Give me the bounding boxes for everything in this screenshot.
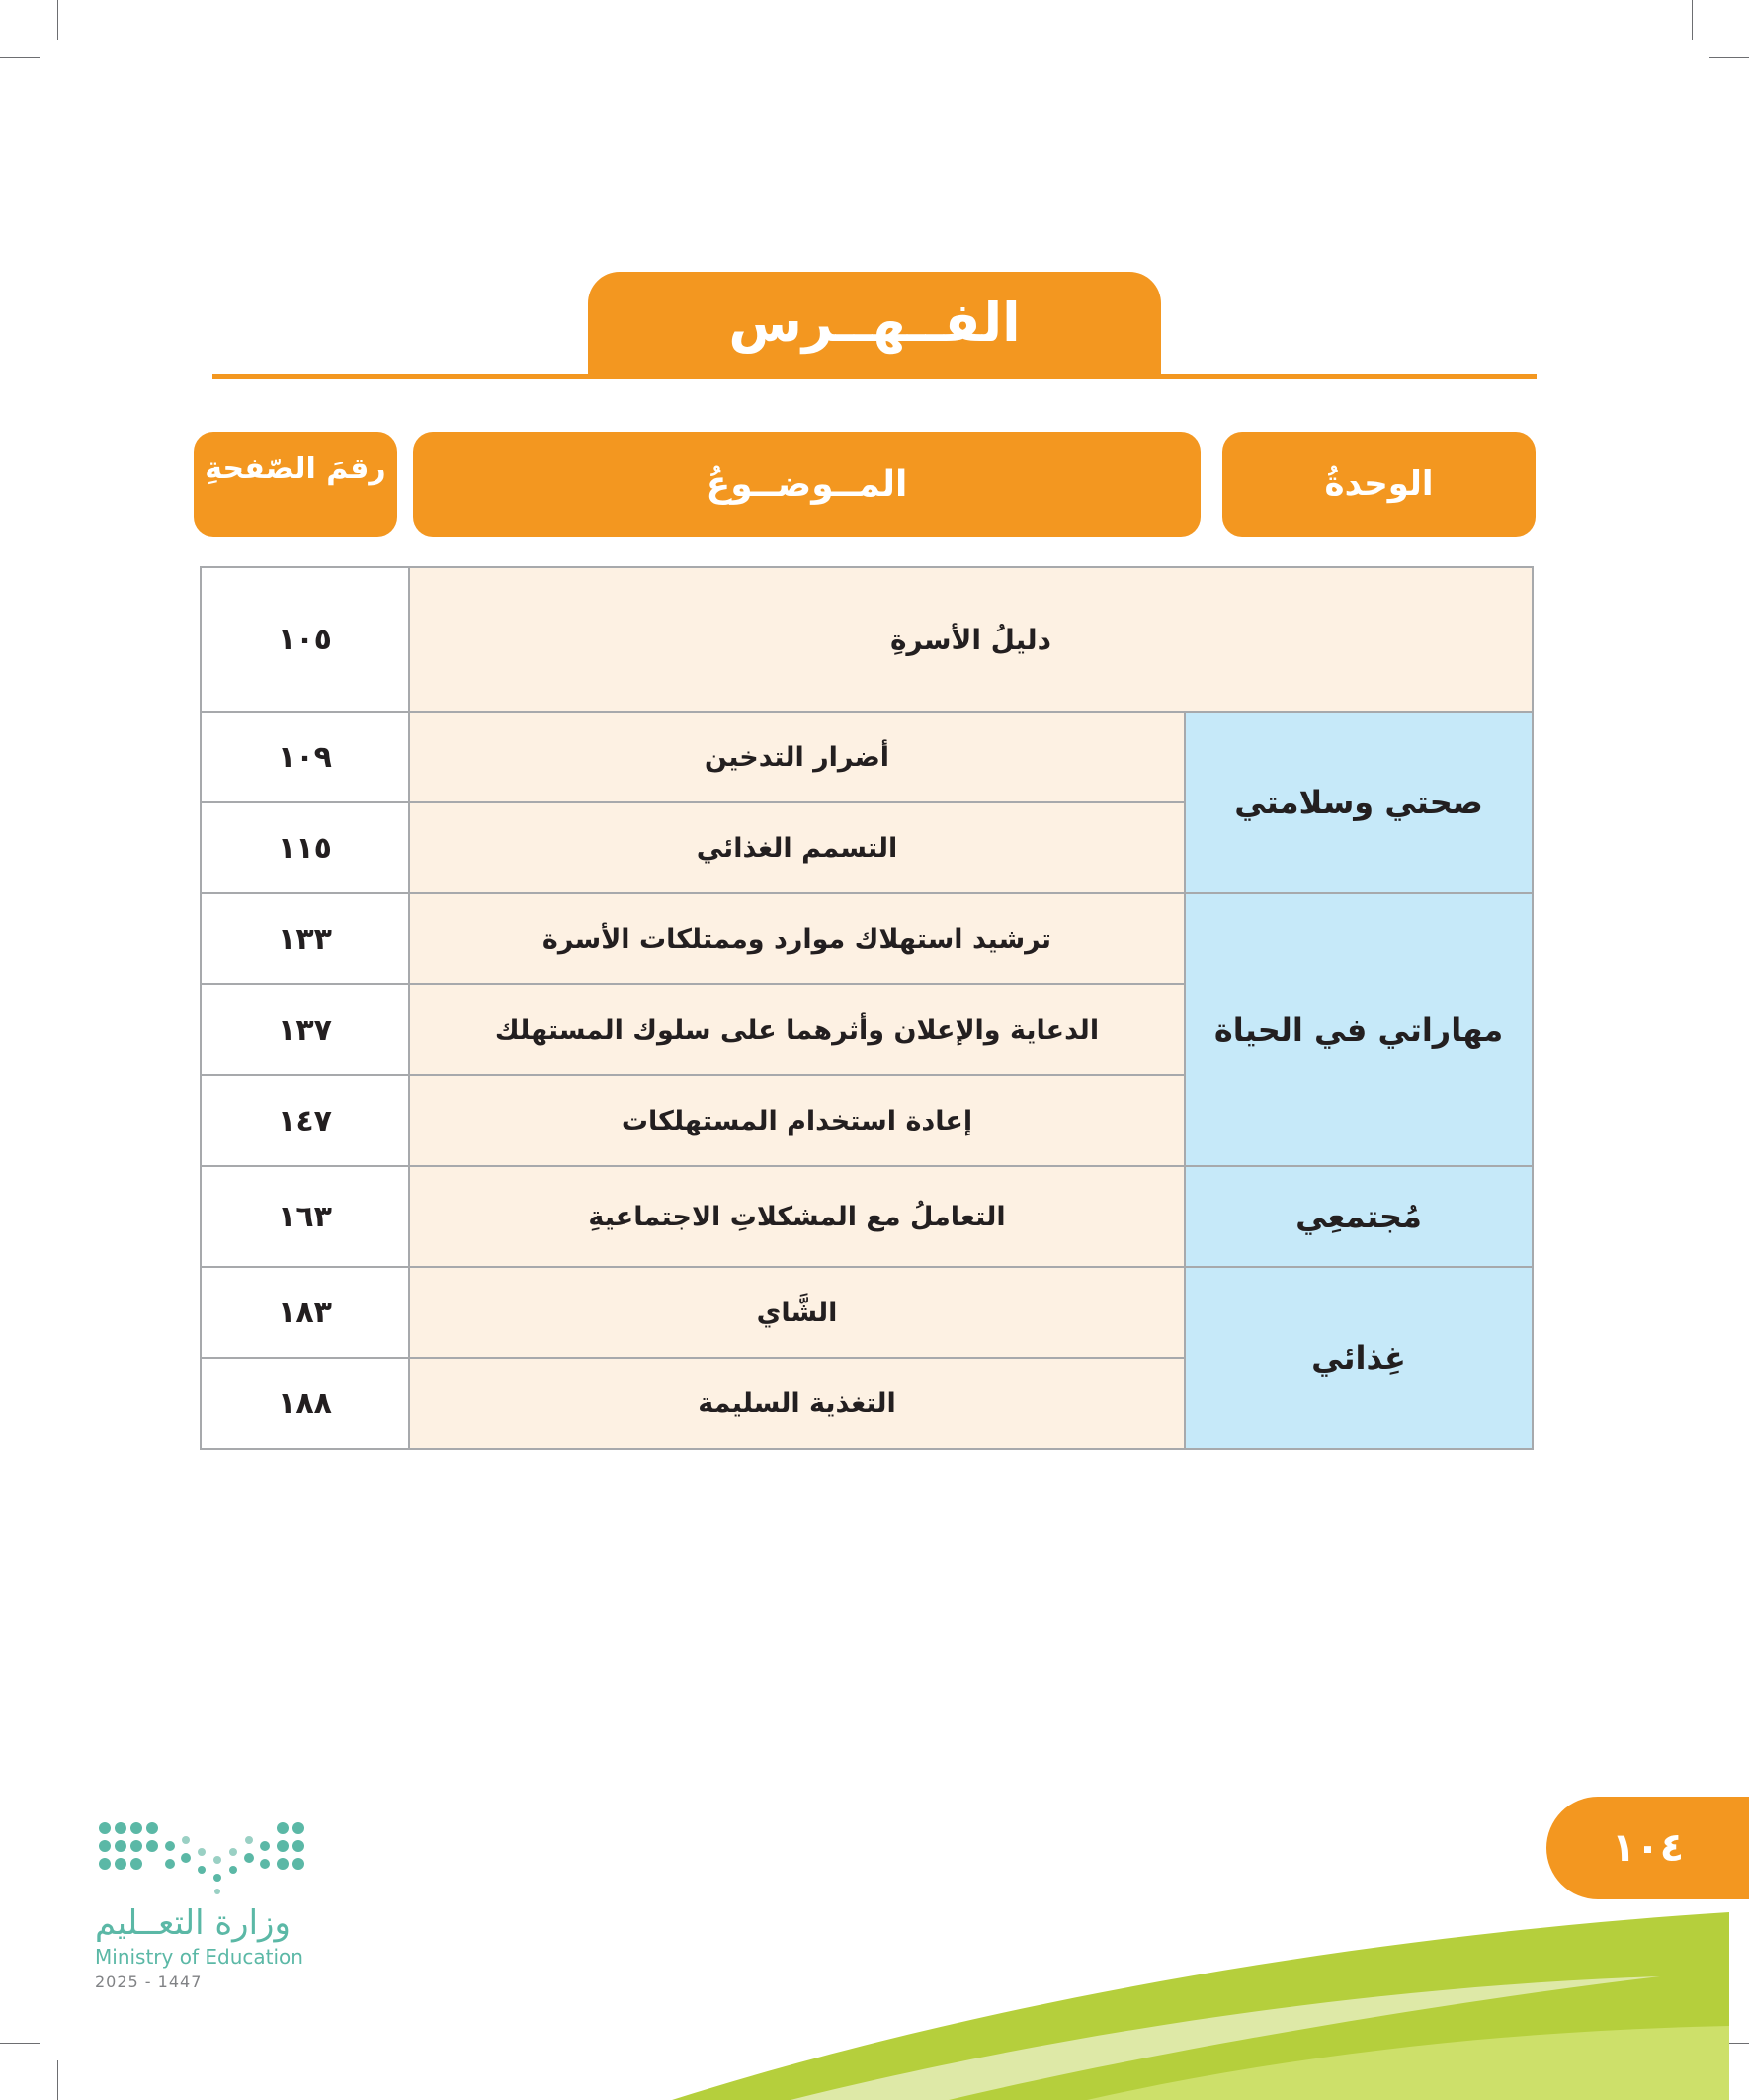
- topic-cell: الدعاية والإعلان وأثرهما على سلوك المستهلك: [409, 984, 1185, 1075]
- topic-cell: التعاملُ مع المشكلاتِ الاجتماعيةِ: [409, 1166, 1185, 1267]
- page-cell: ١٠٥: [201, 567, 409, 712]
- table-of-contents: [200, 566, 1534, 1450]
- unit-cell: مهاراتي في الحياة: [1185, 893, 1533, 1166]
- header-unit: الوحدةُ: [1222, 432, 1536, 537]
- table-row: [201, 567, 1533, 712]
- table-row: [201, 893, 1533, 984]
- header-topic: المــوضــوعُ: [413, 432, 1201, 537]
- table-row: [201, 1166, 1533, 1267]
- page-cell: ١٣٧: [201, 984, 409, 1075]
- topic-cell: ترشيد استهلاك موارد وممتلكات الأسرة: [409, 893, 1185, 984]
- logo-year: 2025 - 1447: [95, 1973, 203, 1991]
- page-cell: ١١٥: [201, 802, 409, 893]
- index-title: الفــهــرس: [588, 272, 1161, 374]
- title-divider: [212, 374, 1537, 379]
- page-cell: ١٣٣: [201, 893, 409, 984]
- table-row: [201, 1267, 1533, 1358]
- page-cell: ١٨٨: [201, 1358, 409, 1449]
- page-number: ١٠٤: [1546, 1797, 1749, 1899]
- unit-cell: صحتي وسلامتي: [1185, 712, 1533, 893]
- topic-cell: الشَّاي: [409, 1267, 1185, 1358]
- logo-dots-icon: [95, 1818, 312, 1897]
- topic-cell: التسمم الغذائي: [409, 802, 1185, 893]
- logo-english-text: Ministry of Education: [95, 1945, 303, 1969]
- page-cell: ١٨٣: [201, 1267, 409, 1358]
- header-page-number: رقمَ الصّفحةِ: [194, 432, 397, 537]
- table-row: [201, 712, 1533, 802]
- unit-cell: غِذائي: [1185, 1267, 1533, 1449]
- unit-cell: مُجتمعِي: [1185, 1166, 1533, 1267]
- logo-arabic-text: وزارة التعــليم: [95, 1903, 291, 1943]
- page-cell: ١٦٣: [201, 1166, 409, 1267]
- ministry-logo: [95, 1818, 322, 1991]
- topic-cell: التغذية السليمة: [409, 1358, 1185, 1449]
- topic-cell: دليلُ الأسرةِ: [409, 567, 1533, 712]
- page-cell: ١٠٩: [201, 712, 409, 802]
- page-cell: ١٤٧: [201, 1075, 409, 1166]
- topic-cell: أضرار التدخين: [409, 712, 1185, 802]
- topic-cell: إعادة استخدام المستهلكات: [409, 1075, 1185, 1166]
